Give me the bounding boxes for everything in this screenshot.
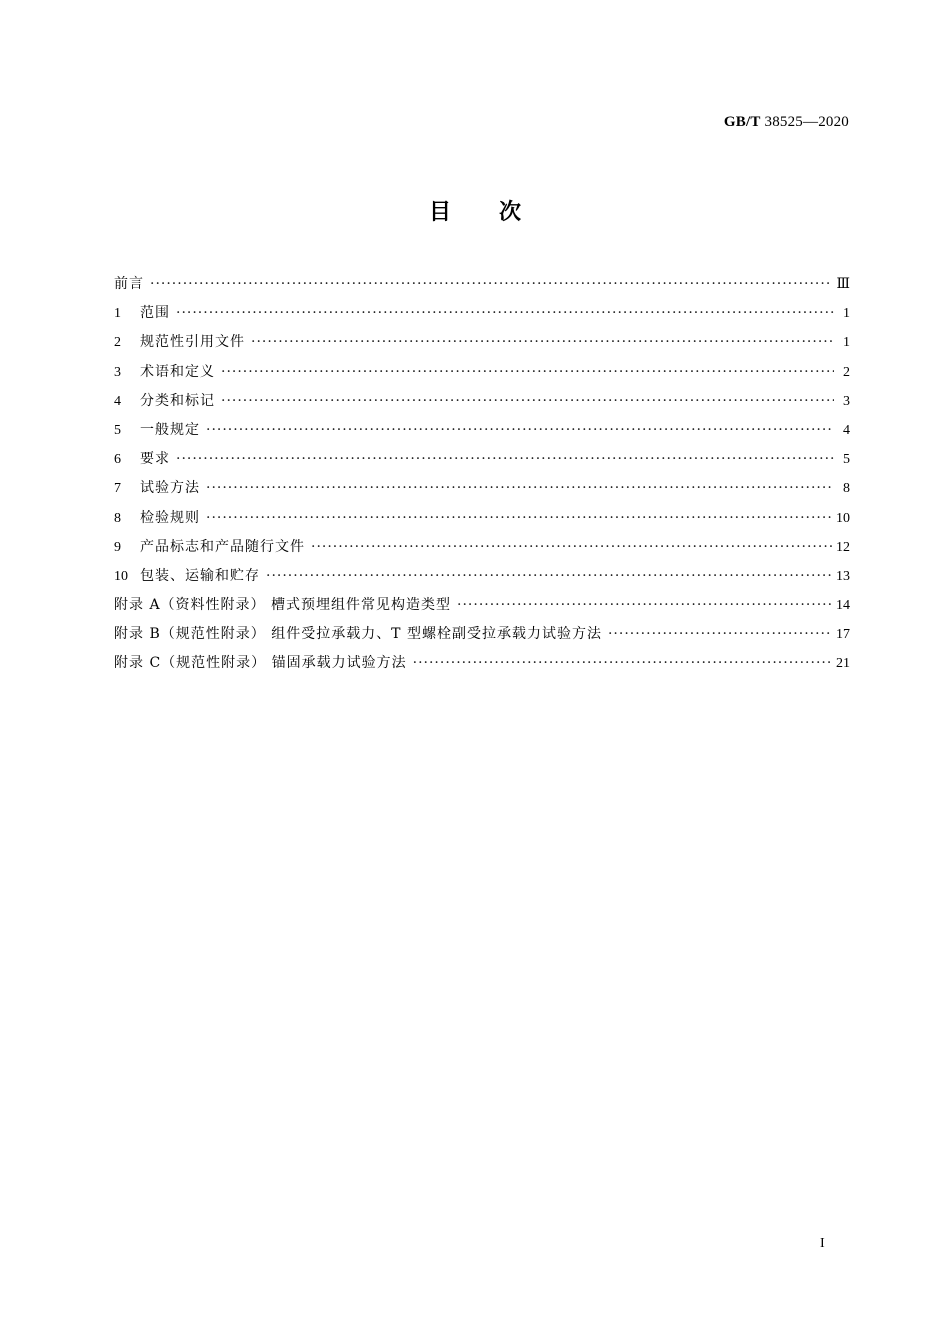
toc-entry-7[interactable] (114, 474, 850, 503)
toc-label: 包装、运输和贮存 (140, 567, 260, 584)
toc-entry-4[interactable] (114, 387, 850, 416)
toc-number: 10 (114, 568, 128, 584)
page-number: I (820, 1236, 825, 1251)
toc-leader (457, 591, 832, 620)
toc-leader (176, 299, 834, 328)
toc-number: 1 (114, 306, 121, 322)
toc-label: 分类和标记 (140, 392, 215, 409)
toc-leader (413, 649, 832, 678)
title-char-1: 目 (428, 200, 451, 225)
toc-page: 1 (843, 306, 850, 322)
title-char-2: 次 (499, 200, 522, 225)
toc-leader (206, 474, 834, 503)
toc-page: 2 (843, 364, 850, 380)
toc-entry-10[interactable] (114, 562, 850, 591)
toc-label: 一般规定 (140, 421, 200, 438)
standard-code: GB/T (723, 114, 761, 130)
toc-number: 5 (114, 422, 121, 438)
toc-leader (206, 504, 832, 533)
standard-number (724, 114, 849, 131)
toc-label: 要求 (140, 451, 170, 468)
toc-number: 8 (114, 510, 121, 526)
toc-leader (608, 620, 832, 649)
toc-leader (266, 562, 832, 591)
toc-number: 6 (114, 452, 121, 468)
toc-page: Ⅲ (836, 277, 850, 292)
toc-leader (221, 387, 834, 416)
toc-label: 检验规则 (140, 509, 200, 526)
toc-entry-3[interactable] (114, 358, 850, 387)
toc-page: 5 (843, 452, 850, 468)
toc-page: 13 (836, 568, 850, 584)
toc-page: 14 (836, 598, 850, 614)
toc-page: 8 (843, 481, 850, 497)
toc-label: 术语和定义 (140, 363, 215, 380)
toc-number: 3 (114, 364, 121, 380)
toc-leader (221, 358, 834, 387)
toc-leader (311, 533, 832, 562)
toc-number: 4 (114, 393, 121, 409)
toc-label: 规范性引用文件 (140, 334, 245, 351)
toc-entry-appendix-c[interactable] (114, 649, 850, 678)
toc-label: 附录 B（规范性附录） 组件受拉承载力、T 型螺栓副受拉承载力试验方法 (114, 626, 602, 643)
toc-label: 范围 (140, 305, 170, 322)
toc-page: 17 (836, 627, 850, 643)
toc-entry-9[interactable] (114, 533, 850, 562)
toc-entry-8[interactable] (114, 504, 850, 533)
toc-number: 2 (114, 335, 121, 351)
standard-year: 38525—2020 (764, 114, 849, 130)
toc-entry-appendix-a[interactable] (114, 591, 850, 620)
toc-number: 9 (114, 539, 121, 555)
table-of-contents (114, 270, 850, 679)
toc-page: 1 (843, 335, 850, 351)
toc-page: 10 (836, 510, 850, 526)
toc-page: 3 (843, 393, 850, 409)
toc-number: 7 (114, 481, 121, 497)
toc-label: 产品标志和产品随行文件 (140, 538, 305, 555)
toc-label: 附录 C（规范性附录） 锚固承载力试验方法 (114, 655, 407, 672)
toc-leader (176, 445, 834, 474)
toc-page: 12 (836, 539, 850, 555)
toc-leader (150, 270, 832, 299)
toc-page: 4 (843, 422, 850, 438)
toc-leader (251, 328, 834, 357)
page-title (0, 195, 950, 226)
toc-entry-preface[interactable] (114, 270, 850, 299)
toc-page: 21 (836, 656, 850, 672)
toc-label: 试验方法 (140, 480, 200, 497)
toc-entry-1[interactable] (114, 299, 850, 328)
toc-entry-6[interactable] (114, 445, 850, 474)
toc-leader (206, 416, 834, 445)
toc-label: 前言 (114, 276, 144, 292)
toc-label: 附录 A（资料性附录） 槽式预埋组件常见构造类型 (114, 597, 452, 614)
toc-entry-5[interactable] (114, 416, 850, 445)
toc-entry-appendix-b[interactable] (114, 620, 850, 649)
toc-entry-2[interactable] (114, 328, 850, 357)
